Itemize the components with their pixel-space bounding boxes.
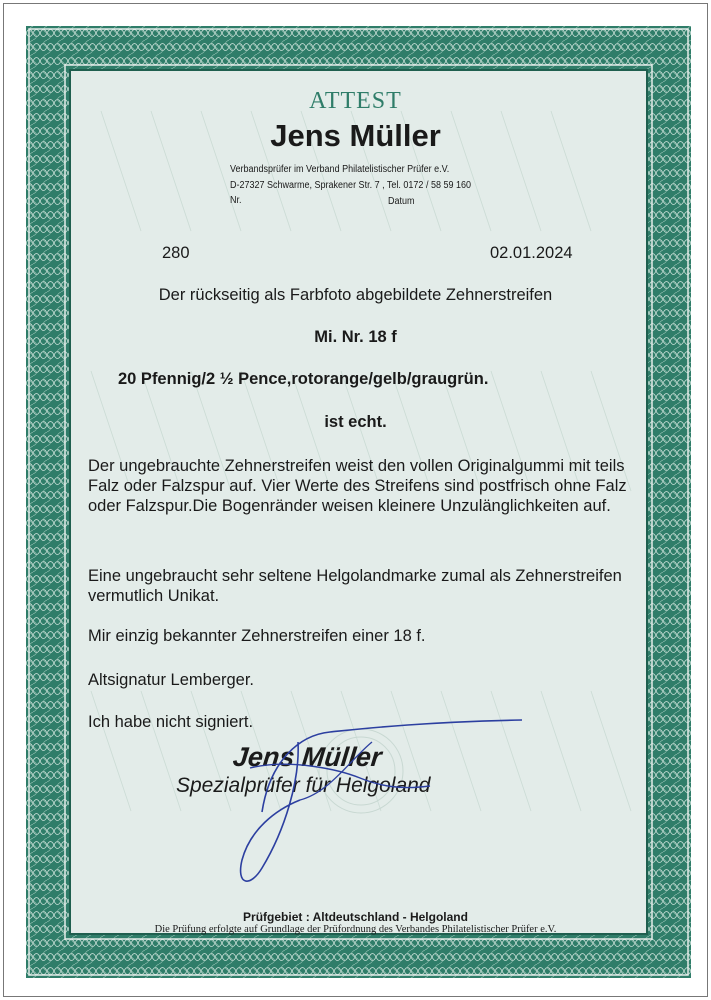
certificate-number: 280 — [162, 244, 190, 262]
examination-area: Prüfgebiet : Altdeutschland - Helgoland — [243, 910, 468, 924]
number-label: Nr. — [230, 195, 242, 206]
date-label: Datum — [388, 196, 415, 207]
paragraph-old-signature: Altsignatur Lemberger. — [88, 671, 255, 689]
paragraph-rarity: Eine ungebraucht sehr seltene Helgolandmarke zumal als Zehnerstreifen vermutlich Unikat. — [88, 567, 622, 605]
verdict: ist echt. — [324, 413, 387, 431]
footer-note: Die Prüfung erfolgte auf Grundlage der Prüfordnung des Verbandes Philatelistischer Prüfer e.V. — [154, 924, 557, 935]
paragraph-unique: Mir einzig bekannter Zehnerstreifen einer 18 f. — [88, 627, 426, 645]
paragraph-condition: Der ungebrauchte Zehnerstreifen weist den vollen Originalgummi mit teils Falz oder Falzspur auf. Vier Werte des Streifens sind postfrisch ohne Falz oder Falzspur.Die Bogenränder weisen kleinere Unzulänglichkeiten auf. — [88, 457, 627, 515]
certificate-title: ATTEST — [309, 88, 402, 114]
examiner-address: D-27327 Schwarme, Sprakener Str. 7 , Tel. 0172 / 58 59 160 — [230, 180, 471, 191]
signature-stamp-name: Jens Müller — [231, 742, 384, 772]
catalog-number: Mi. Nr. 18 f — [314, 328, 397, 346]
examiner-affiliation: Verbandsprüfer im Verband Philatelistischer Prüfer e.V. — [230, 164, 450, 175]
stamp-description: 20 Pfennig/2 ½ Pence,rotorange/gelb/graugrün. — [118, 370, 489, 388]
examiner-name: Jens Müller — [270, 118, 441, 153]
intro-line: Der rückseitig als Farbfoto abgebildete Zehnerstreifen — [158, 286, 553, 304]
paragraph-not-signed: Ich habe nicht signiert. — [88, 713, 254, 731]
certificate-date: 02.01.2024 — [490, 244, 573, 262]
signature-stamp-title: Spezialprüfer für Helgoland — [176, 774, 431, 797]
